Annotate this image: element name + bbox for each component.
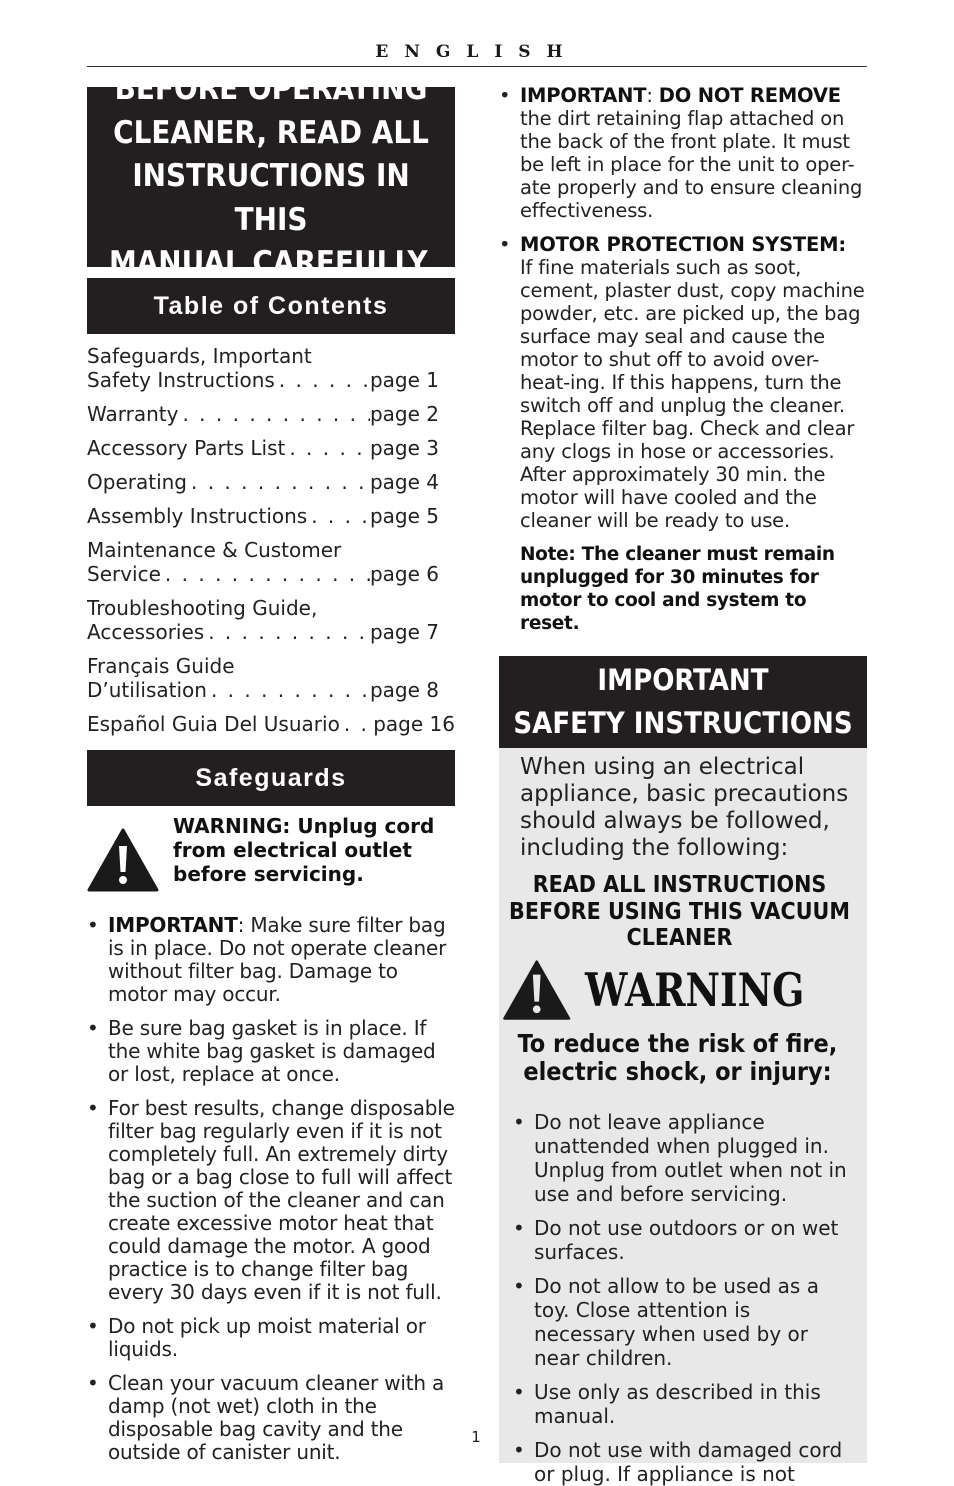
toc-item-label: Español Guia Del Usuario <box>87 712 340 736</box>
risk-line: To reduce the risk of fire, <box>517 1028 838 1058</box>
bullet-text: For best results, change disposable filter bag regularly even if it is not completely full. An extremely dirty bag or a bag close to full will affect the suction of the cleaner and can create excessive motor heat that could damage the motor. A good practice is to change filter bag every 30 days even if it is not full. <box>108 1096 455 1304</box>
toc-item-label: D’utilisation <box>87 678 207 702</box>
bullet-text: Clean your vacuum cleaner with a damp (not wet) cloth in the disposable bag cavity and the outside of canister unit. <box>108 1371 445 1464</box>
toc-item-label: Operating <box>87 470 187 494</box>
read-all-line: READ ALL INSTRUCTIONS <box>532 872 827 898</box>
toc-item-label: Warranty <box>87 402 179 426</box>
toc-item-page: page 16 <box>373 712 455 736</box>
toc-item-prefix: Maintenance & Customer <box>87 538 342 562</box>
cooldown-note: Note: The cleaner must remain unplugged for 30 minutes for motor to cool and system to reset. <box>520 544 835 634</box>
language-header: ENGLISH <box>375 42 579 62</box>
toc-leader-dots <box>275 368 370 392</box>
warning-line: WARNING: Unplug cord <box>173 814 435 838</box>
bullet-text: Be sure bag gasket is in place. If the white bag gasket is damaged or lost, replace at once. <box>108 1016 436 1086</box>
toc-item-label: Safety Instructions <box>87 368 275 392</box>
unplug-warning <box>87 814 455 892</box>
bullet-separator: : <box>646 84 659 107</box>
toc-item-label: Accessories <box>87 620 205 644</box>
warning-triangle-icon <box>87 828 159 892</box>
banner-line: CLEANER, READ ALL <box>113 114 429 151</box>
banner-line: MANUAL CAREFULLY. <box>108 245 434 282</box>
bullet-lead: MOTOR PROTECTION SYSTEM: <box>520 233 846 256</box>
list-item: • Do not allow to be used as a toy. Close attention is necessary when used by or near children. <box>513 1274 853 1370</box>
toc-item[interactable] <box>87 344 455 392</box>
safety-title-line: SAFETY INSTRUCTIONS <box>513 706 853 740</box>
toc-item[interactable] <box>87 402 455 426</box>
toc-item-page: page 5 <box>369 504 439 528</box>
toc-item[interactable] <box>87 436 455 460</box>
toc-item-prefix: Troubleshooting Guide, <box>87 596 318 620</box>
read-all-line: CLEANER <box>626 925 733 951</box>
toc-item-page: page 1 <box>369 368 439 392</box>
bullet-lead: IMPORTANT <box>520 84 647 107</box>
header-rule <box>87 66 867 67</box>
list-item: • Use only as described in this manual. <box>513 1380 853 1428</box>
list-item <box>499 84 867 222</box>
read-all-line: BEFORE USING THIS VACUUM <box>509 898 850 925</box>
toc-item-page: page 2 <box>369 402 439 426</box>
toc-title: Table of Contents <box>87 278 455 334</box>
warning-word: WARNING <box>585 962 805 1017</box>
safety-panel <box>499 748 867 1486</box>
safeguards-list <box>87 914 455 1464</box>
banner-line: BEFORE OPERATING <box>114 71 428 108</box>
table-of-contents <box>87 344 455 736</box>
bullet-text: If fine materials such as soot, cement, plaster dust, copy machine powder, etc. are picked up, the bag surface may seal and cause the motor to shut off to avoid over-heat-ing. If this happens, turn the switch off and unplug the cleaner. Replace filter bag. Check and clear any clogs in hose or accessories. After approximately 30 min. the motor will have cooled and the cleaner will be ready to use. <box>520 256 865 532</box>
toc-item-page: page 3 <box>369 436 439 460</box>
toc-item-page: page 6 <box>369 562 439 586</box>
toc-leader-dots <box>340 712 373 736</box>
list-item: • Do not use with damaged cord or plug. If appliance is not <box>513 1438 853 1486</box>
list-item <box>87 1372 455 1464</box>
toc-leader-dots <box>307 504 370 528</box>
toc-item-prefix: Français Guide <box>87 654 235 678</box>
risk-line: electric shock, or injury: <box>523 1056 832 1086</box>
toc-leader-dots <box>207 678 370 702</box>
read-instructions-banner <box>87 71 455 282</box>
toc-item-label: Accessory Parts List <box>87 436 286 460</box>
toc-leader-dots <box>178 402 369 426</box>
list-item: • Do not leave appliance unattended when plugged in. Unplug from outlet when not in use and before servicing. <box>513 1110 853 1206</box>
safety-title-line: IMPORTANT <box>597 663 769 697</box>
right-column <box>499 84 867 1486</box>
warning-triangle-icon <box>502 950 571 1030</box>
toc-leader-dots <box>187 470 370 494</box>
list-item <box>87 1097 455 1304</box>
safety-instructions-title <box>499 656 867 748</box>
list-item <box>87 1017 455 1086</box>
safeguards-title: Safeguards <box>87 750 455 806</box>
toc-item-page: page 8 <box>369 678 439 702</box>
flap-motor-list <box>499 84 867 532</box>
page-number: 1 <box>471 1428 481 1446</box>
toc-leader-dots <box>161 562 370 586</box>
toc-item-label: Service <box>87 562 161 586</box>
toc-item[interactable] <box>87 596 455 644</box>
warning-line: before servicing. <box>173 862 364 886</box>
left-column <box>87 71 455 1475</box>
toc-leader-dots <box>285 436 370 460</box>
bullet-text: Do not pick up moist material or liquids. <box>108 1314 426 1361</box>
list-item <box>87 914 455 1006</box>
safety-list <box>513 1110 853 1486</box>
list-item: • Do not use outdoors or on wet surfaces. <box>513 1216 853 1264</box>
banner-line: INSTRUCTIONS IN THIS <box>132 158 410 238</box>
list-item <box>87 1315 455 1361</box>
bullet-lead: IMPORTANT <box>108 913 238 937</box>
toc-item-label: Assembly Instructions <box>87 504 308 528</box>
toc-item-prefix: Safeguards, Important <box>87 344 312 368</box>
read-all-heading <box>506 872 853 952</box>
toc-leader-dots <box>204 620 370 644</box>
toc-item[interactable] <box>87 712 455 736</box>
risk-heading <box>502 1030 853 1086</box>
list-item <box>499 233 867 532</box>
toc-item[interactable] <box>87 538 455 586</box>
toc-item-page: page 4 <box>369 470 439 494</box>
warning-heading <box>502 950 853 1030</box>
toc-item[interactable] <box>87 654 455 702</box>
bullet-text: the dirt retaining flap attached on the back of the front plate. It must be left in place for the unit to oper-ate properly and to ensure cleaning effectiveness. <box>520 107 863 222</box>
bullet-lead: DO NOT REMOVE <box>658 84 841 107</box>
safety-intro: When using an electrical appliance, basic precautions should always be followed, including the following: <box>520 754 849 861</box>
toc-item-page: page 7 <box>369 620 439 644</box>
bullet-text: : Make sure filter bag is in place. Do not operate cleaner without filter bag. Damage to motor may occur. <box>108 913 447 1006</box>
toc-item[interactable] <box>87 504 455 528</box>
warning-line: from electrical outlet <box>173 838 412 862</box>
toc-item[interactable] <box>87 470 455 494</box>
